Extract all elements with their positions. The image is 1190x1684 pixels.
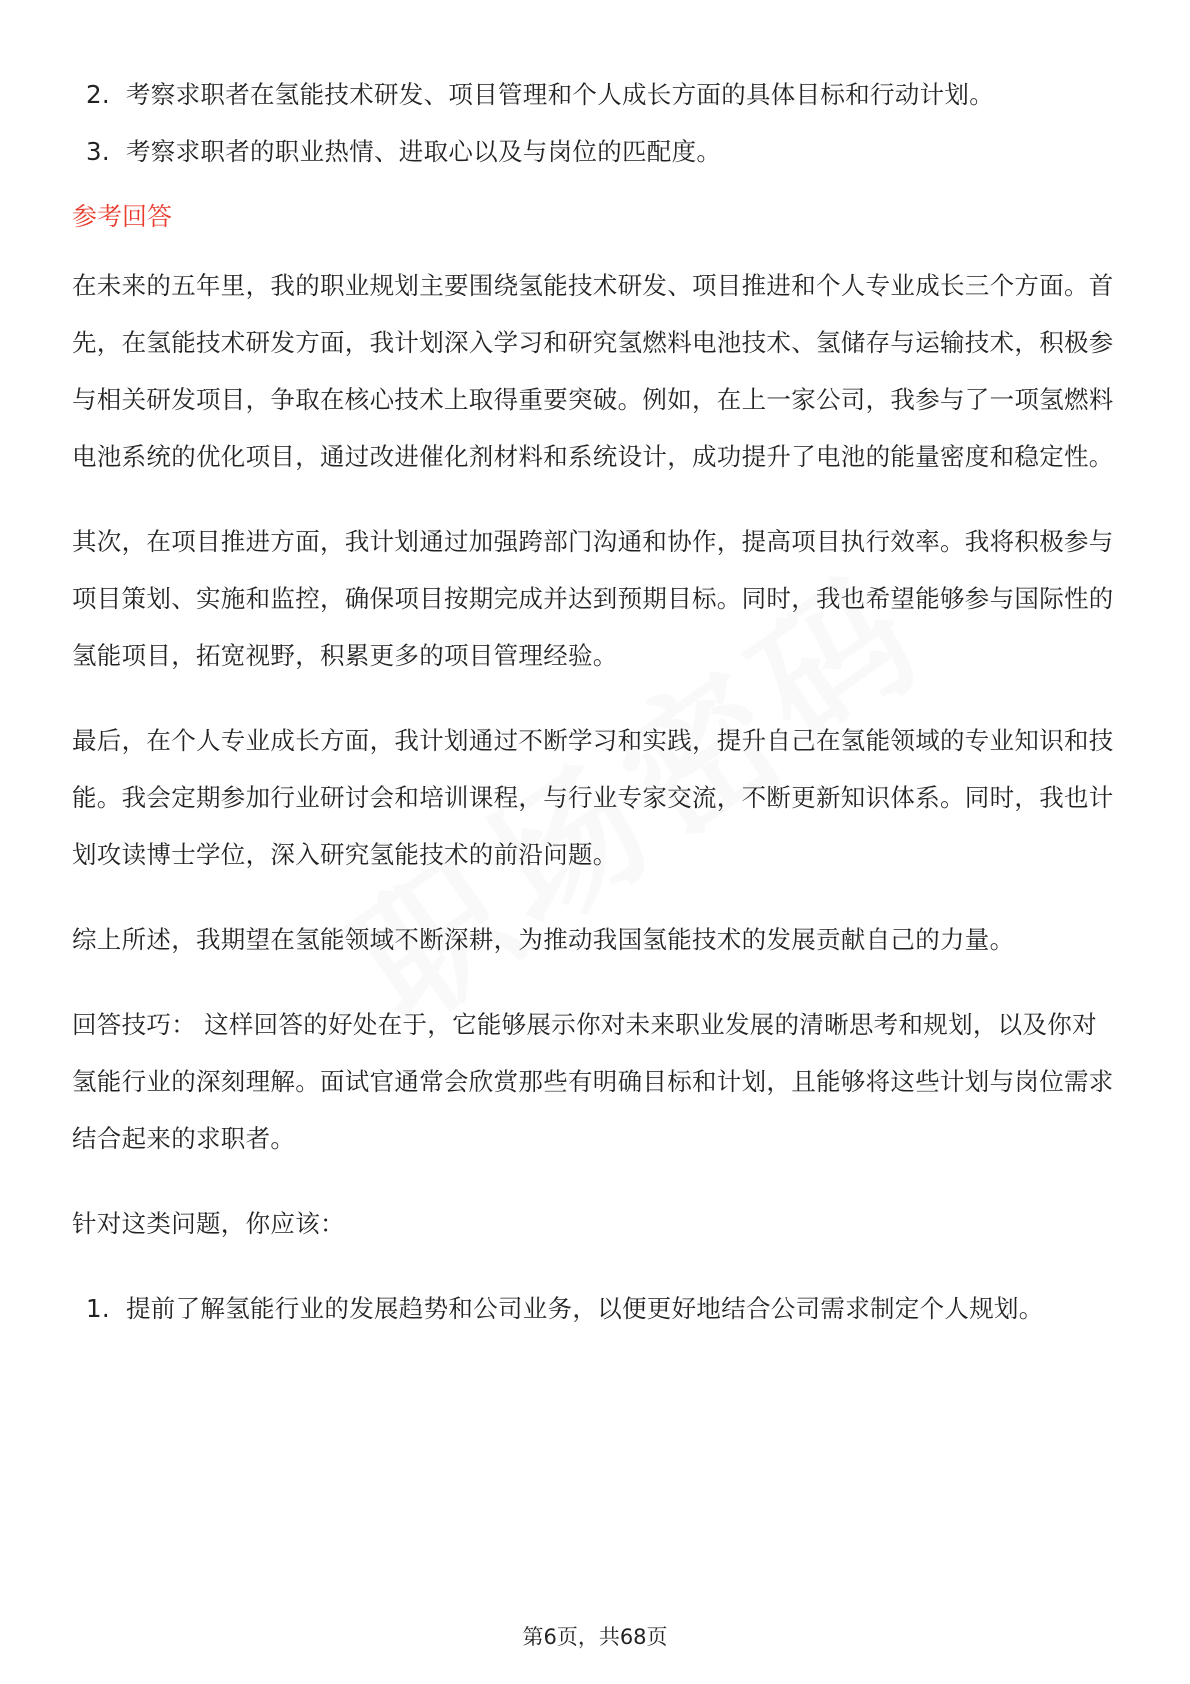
list-number: 2.	[86, 80, 110, 109]
advice-intro: 针对这类问题，你应该：	[72, 1209, 345, 1238]
page-footer: 第6页，共68页	[522, 1625, 668, 1649]
answer-paragraph: 其次，在项目推进方面，我计划通过加强跨部门沟通和协作，提高项目执行效率。我将积极参与项目策划、实施和监控，确保项目按期完成并达到预期目标。同时，我也希望能够参与国际性的氢能项目，拓宽视野，积累更多的项目管理经验。	[72, 527, 1114, 670]
answer-paragraph: 在未来的五年里，我的职业规划主要围绕氢能技术研发、项目推进和个人专业成长三个方面。首先，在氢能技术研发方面，我计划深入学习和研究氢燃料电池技术、氢储存与运输技术，积极参与相关研发项目，争取在核心技术上取得重要突破。例如，在上一家公司，我参与了一项氢燃料电池系统的优化项目，通过改进催化剂材料和系统设计，成功提升了电池的能量密度和稳定性。	[72, 271, 1114, 471]
list-text: 提前了解氢能行业的发展趋势和公司业务，以便更好地结合公司需求制定个人规划。	[126, 1294, 1044, 1323]
advice-list	[72, 1280, 1118, 1337]
list-text: 考察求职者在氢能技术研发、项目管理和个人成长方面的具体目标和行动计划。	[126, 80, 994, 109]
intro-list	[72, 66, 1118, 180]
list-item	[72, 66, 1118, 123]
answer-tips-paragraph: 回答技巧： 这样回答的好处在于，它能够展示你对未来职业发展的清晰思考和规划，以及你对氢能行业的深刻理解。面试官通常会欣赏那些有明确目标和计划，且能够将这些计划与岗位需求结合起来的求职者。	[72, 1010, 1114, 1153]
list-text: 考察求职者的职业热情、进取心以及与岗位的匹配度。	[126, 137, 722, 166]
page-content	[72, 66, 1118, 1337]
list-number: 1.	[86, 1294, 110, 1323]
list-item	[72, 123, 1118, 180]
reference-answer-heading: 参考回答	[72, 202, 173, 231]
list-item	[72, 1280, 1118, 1337]
answer-paragraph: 最后，在个人专业成长方面，我计划通过不断学习和实践，提升自己在氢能领域的专业知识和技能。我会定期参加行业研讨会和培训课程，与行业专家交流，不断更新知识体系。同时，我也计划攻读博士学位，深入研究氢能技术的前沿问题。	[72, 726, 1114, 869]
answer-paragraph: 综上所述，我期望在氢能领域不断深耕，为推动我国氢能技术的发展贡献自己的力量。	[72, 925, 1015, 954]
list-number: 3.	[86, 137, 110, 166]
